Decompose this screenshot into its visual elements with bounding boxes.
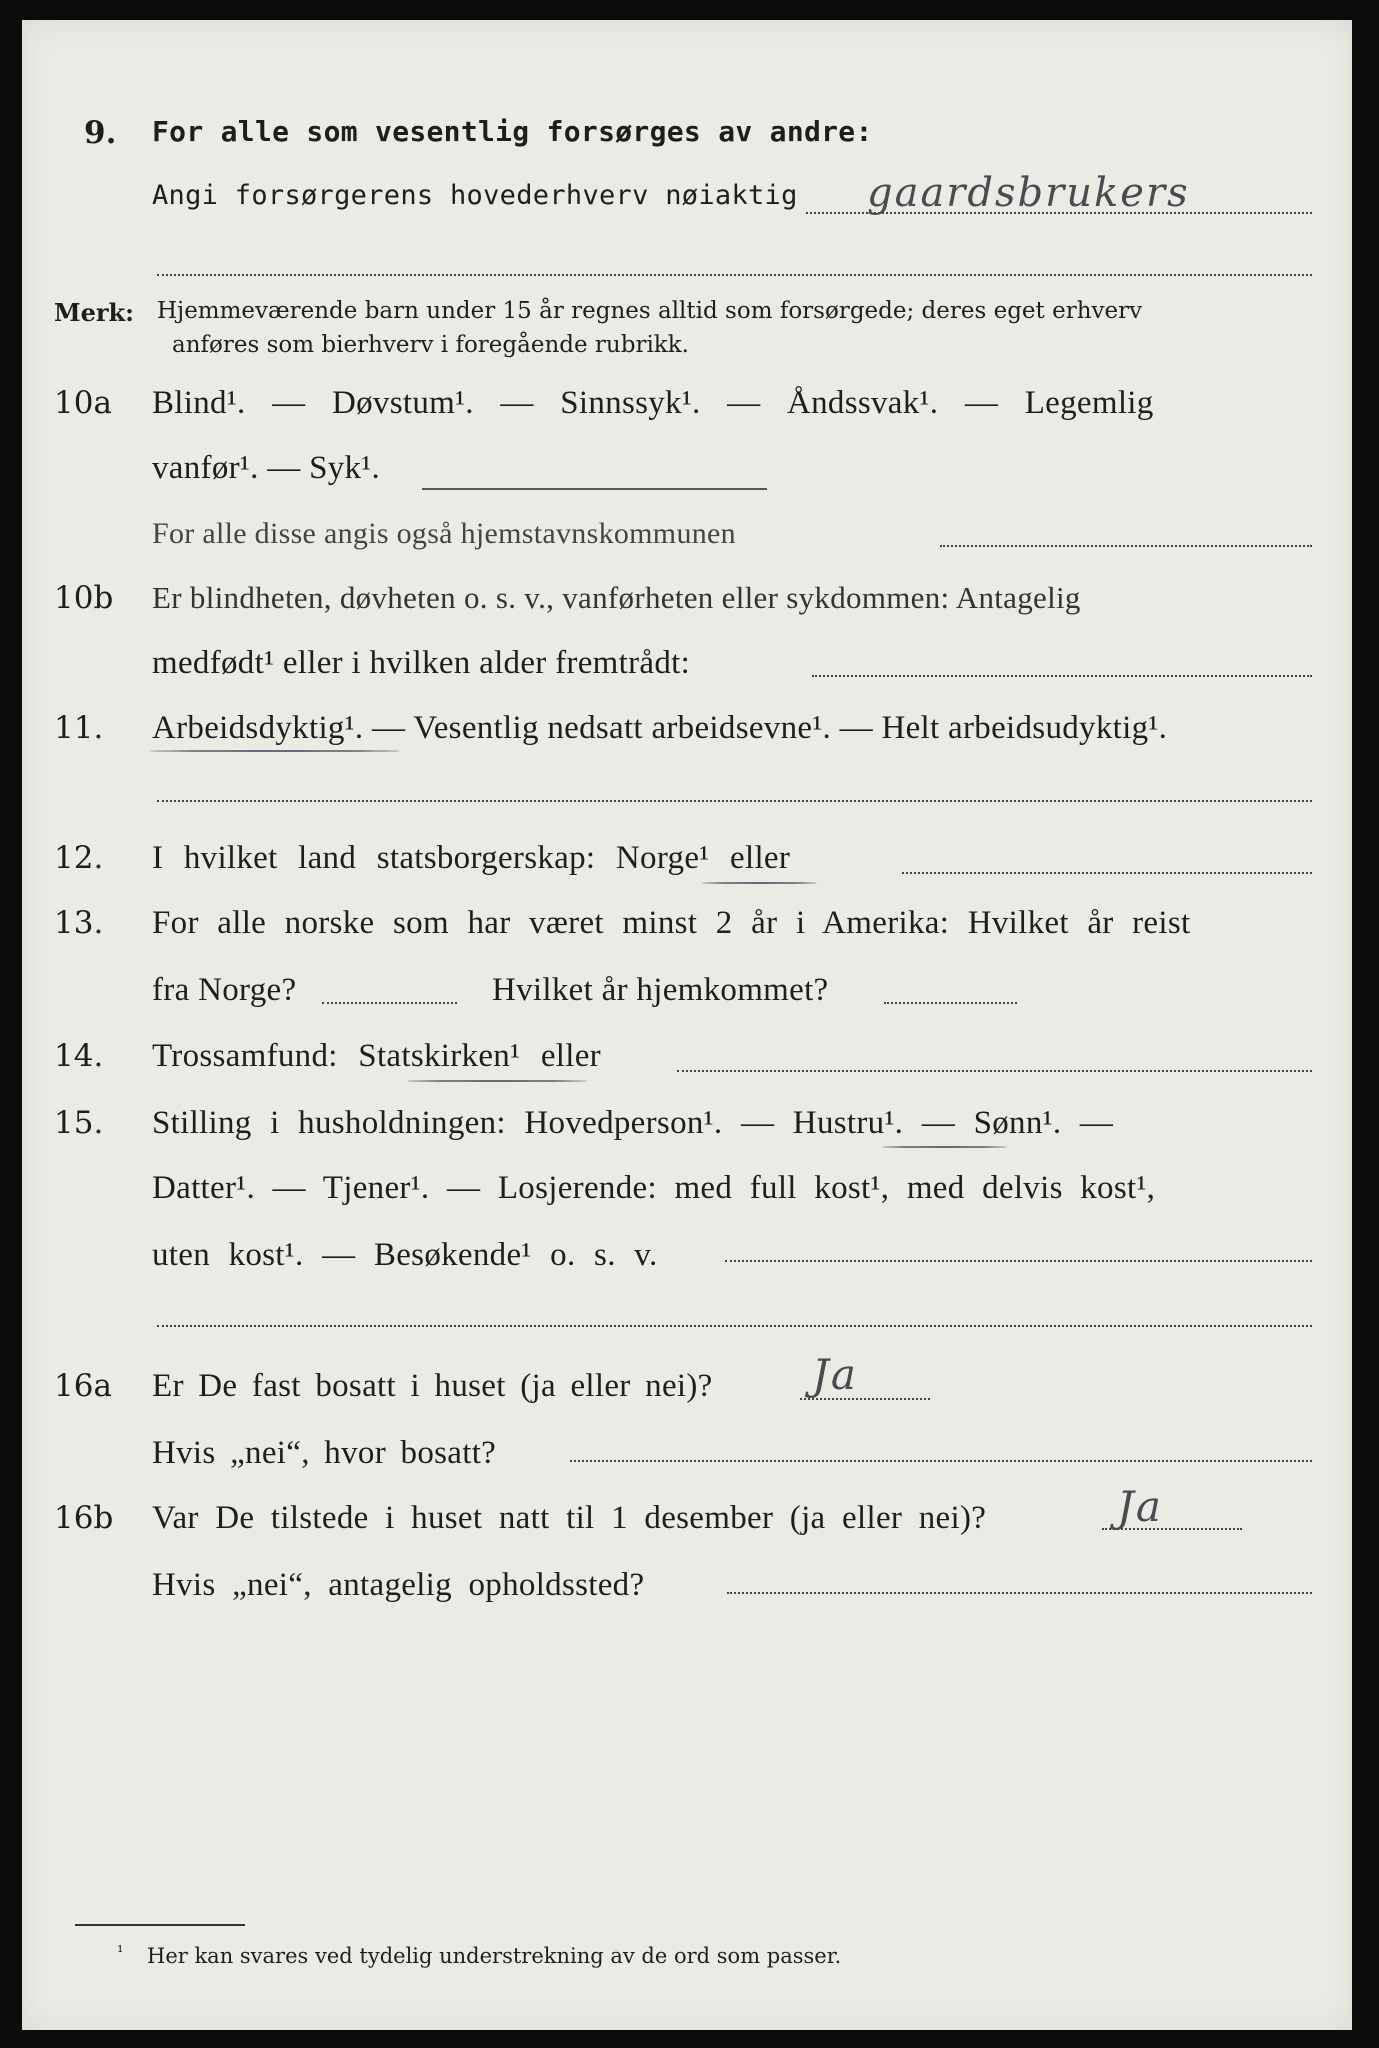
q9-number: 9. xyxy=(84,115,117,151)
q16b-text-line1: Var De tilstede i huset natt til 1 desember (ja eller nei)? xyxy=(152,1500,987,1536)
q16a-number: 16a xyxy=(54,1368,112,1404)
q15-extra-line xyxy=(157,1325,1312,1327)
footnote-rule xyxy=(75,1924,245,1926)
q16a-bosatt-line xyxy=(570,1460,1312,1462)
q15-text-line1: Stilling i husholdningen: Hovedperson¹. — Hustru¹. — Sønn¹. — xyxy=(152,1105,1114,1141)
q10a-number: 10a xyxy=(54,385,112,421)
q13-text-line1: For alle norske som har været minst 2 år i Amerika: Hvilket år reist xyxy=(152,905,1191,941)
q12-text: I hvilket land statsborgerskap: Norge¹ eller xyxy=(152,840,791,876)
q16b-text-line2: Hvis „nei“, antagelig opholdssted? xyxy=(152,1567,645,1603)
q15-number: 15. xyxy=(54,1105,104,1141)
q10b-number: 10b xyxy=(54,580,114,616)
q16a-text-line2: Hvis „nei“, hvor bosatt? xyxy=(152,1435,497,1471)
merk-label: Merk: xyxy=(54,298,134,327)
q11-number: 11. xyxy=(54,710,104,746)
q13-hjemkommet-label: Hvilket år hjemkommet? xyxy=(492,972,829,1008)
q11-text: Arbeidsdyktig¹. — Vesentlig nedsatt arbeidsevne¹. — Helt arbeidsudyktig¹. xyxy=(152,710,1168,746)
q11-arbeidsdyktig-underline xyxy=(150,750,400,752)
q16b-handwritten-answer: Ja xyxy=(1117,1482,1163,1531)
q10a-syk-line xyxy=(422,488,767,490)
q16a-text-line1: Er De fast bosatt i huset (ja eller nei)? xyxy=(152,1368,713,1404)
q15-answer-line xyxy=(725,1260,1312,1262)
q10b-text-line2: medfødt¹ eller i hvilken alder fremtrådt: xyxy=(152,645,691,681)
q13-hjemkommet-line xyxy=(884,1002,1017,1004)
q10a-hjemstavn-line xyxy=(940,545,1312,547)
q14-number: 14. xyxy=(54,1038,104,1074)
merk-text-line2: anføres som bierhverv i foregående rubrikk. xyxy=(172,332,689,358)
q9-title: For alle som vesentlig forsørges av andre: xyxy=(152,115,873,148)
q9-handwritten-answer: gaardsbrukers xyxy=(867,170,1190,216)
q10a-text-line1: Blind¹. — Døvstum¹. — Sinnssyk¹. — Åndssvak¹. — Legemlig xyxy=(152,385,1154,421)
q15-hustru-underline xyxy=(882,1146,1007,1148)
q10b-text-line1: Er blindheten, døvheten o. s. v., vanførheten eller sykdommen: Antagelig xyxy=(152,580,1081,615)
q13-reist-label: fra Norge? xyxy=(152,972,297,1008)
q10a-text-line3: For alle disse angis også hjemstavnskommunen xyxy=(152,517,736,550)
q15-text-line3: uten kost¹. — Besøkende¹ o. s. v. xyxy=(152,1237,658,1273)
q14-text: Trossamfund: Statskirken¹ eller xyxy=(152,1038,601,1074)
q10a-text-line2: vanfør¹. — Syk¹. xyxy=(152,450,381,486)
footnote-mark: ¹ xyxy=(117,1942,124,1961)
q15-text-line2: Datter¹. — Tjener¹. — Losjerende: med full kost¹, med delvis kost¹, xyxy=(152,1170,1156,1206)
q10b-answer-line xyxy=(812,675,1312,677)
q14-answer-line xyxy=(677,1070,1312,1072)
q14-statskirken-underline xyxy=(407,1080,587,1082)
q12-number: 12. xyxy=(54,840,104,876)
q11-extra-line xyxy=(157,800,1312,802)
q13-number: 13. xyxy=(54,905,104,941)
footnote-text: Her kan svares ved tydelig understrekning av de ord som passer. xyxy=(147,1944,842,1968)
q9-extra-line xyxy=(157,274,1312,276)
q16b-number: 16b xyxy=(54,1500,114,1536)
q16a-handwritten-answer: Ja xyxy=(812,1350,858,1399)
census-form-page xyxy=(22,20,1352,2030)
q12-answer-line xyxy=(902,872,1312,874)
merk-text-line1: Hjemmeværende barn under 15 år regnes alltid som forsørgede; deres eget erhverv xyxy=(157,298,1143,324)
q12-norge-underline xyxy=(702,882,817,884)
q9-prompt: Angi forsørgerens hovederhverv nøiaktig xyxy=(152,180,798,211)
q13-reist-line xyxy=(322,1002,457,1004)
q16b-opholdssted-line xyxy=(727,1592,1312,1594)
